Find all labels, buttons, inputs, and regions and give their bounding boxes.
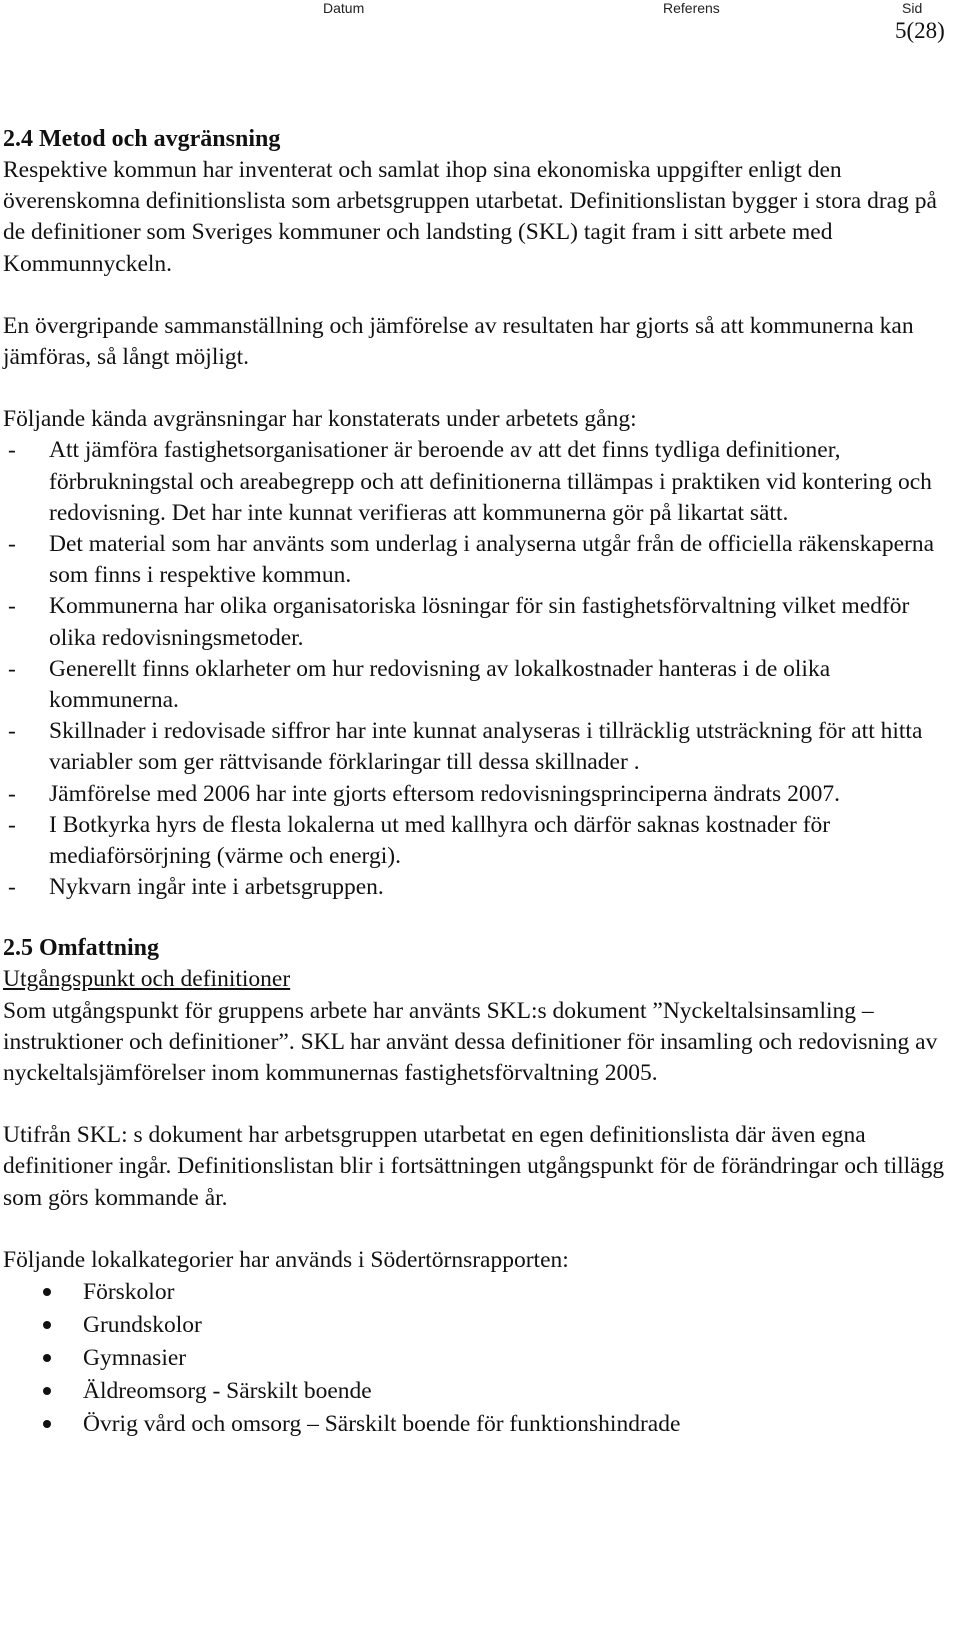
section-2-4-heading: 2.4 Metod och avgränsning xyxy=(3,126,281,152)
section-2-4-paragraph-2: En övergripande sammanställning och jämförelse av resultaten har gjorts så att kommunerna kan jämföras, så långt möjligt. xyxy=(3,312,914,371)
section-2-5-heading: 2.5 Omfattning xyxy=(3,935,159,962)
limitation-item: - Skillnader i redovisade siffror har inte kunnat analyseras i tillräcklig utsträckning för att hitta variabler som ger rättvisande förklaringar till dessa skillnader . xyxy=(3,716,953,778)
section-2-5-paragraph-1: Som utgångspunkt för gruppens arbete har använts SKL:s dokument ”Nyckeltalsinsamling – instruktioner och definitioner”. SKL har använt dessa definitioner för insamling och redovisning av nyckeltalsjämförelser inom kommunernas fastighetsförvaltning 2005. xyxy=(3,997,938,1087)
limitation-item: - Att jämföra fastighetsorganisationer är beroende av att det finns tydliga definitioner, förbrukningstal och areabegrepp och att definitionerna tillämpas i praktiken vid kontering och redovisning. Det har inte kunnat verifieras att kommunerna gör på likartat sätt. xyxy=(3,435,953,529)
section-2-4-paragraph-1: Respektive kommun har inventerat och samlat ihop sina ekonomiska uppgifter enligt den överenskomna definitionslista som arbetsgruppen utarbetat. Definitionslistan bygger i stora drag på de definitioner som Sveriges kommuner och landsting (SKL) tagit fram i sitt arbete med Kommunnyckeln. xyxy=(3,157,937,277)
limitation-item: - Det material som har använts som underlag i analyserna utgår från de officiella räkenskaperna som finns i respektive kommun. xyxy=(3,529,953,591)
limitation-item: - Kommunerna har olika organisatoriska lösningar för sin fastighetsförvaltning vilket medför olika redovisningsmetoder. xyxy=(3,591,953,653)
category-item: Äldreomsorg - Särskilt boende xyxy=(3,1375,953,1408)
category-item: Förskolor xyxy=(3,1276,953,1309)
category-item: Grundskolor xyxy=(3,1309,953,1342)
category-item: Övrig vård och omsorg – Särskilt boende för funktionshindrade xyxy=(3,1408,953,1441)
page-number: 5(28) xyxy=(895,18,945,43)
header-sid-label: Sid xyxy=(902,0,923,16)
limitation-item: - Jämförelse med 2006 har inte gjorts eftersom redovisningsprinciperna ändrats 2007. xyxy=(3,779,953,810)
section-2-4-paragraph-3: Följande kända avgränsningar har konstaterats under arbetets gång: xyxy=(3,406,637,433)
limitation-item: - Generellt finns oklarheter om hur redovisning av lokalkostnader hanteras i de olika kommunerna. xyxy=(3,654,953,716)
category-item: Gymnasier xyxy=(3,1342,953,1375)
header-datum-label: Datum xyxy=(323,0,365,16)
limitations-list xyxy=(3,435,953,903)
limitation-item: - I Botkyrka hyrs de flesta lokalerna ut med kallhyra och därför saknas kostnader för mediaförsörjning (värme och energi). xyxy=(3,810,953,872)
section-2-5-subheading: Utgångspunkt och definitioner xyxy=(3,966,291,993)
section-2-5-paragraph-2: Utifrån SKL: s dokument har arbetsgruppen utarbetat en egen definitionslista där även egna definitioner ingår. Definitionslistan blir i fortsättningen utgångspunkt för de förändringar och tillägg som görs kommande år. xyxy=(3,1122,945,1211)
document-body xyxy=(3,124,953,1441)
header-referens-label: Referens xyxy=(663,0,720,16)
categories-list xyxy=(3,1276,953,1441)
limitation-item: - Nykvarn ingår inte i arbetsgruppen. xyxy=(3,872,953,903)
section-2-5-paragraph-3: Följande lokalkategorier har används i Södertörnsrapporten: xyxy=(3,1246,569,1273)
